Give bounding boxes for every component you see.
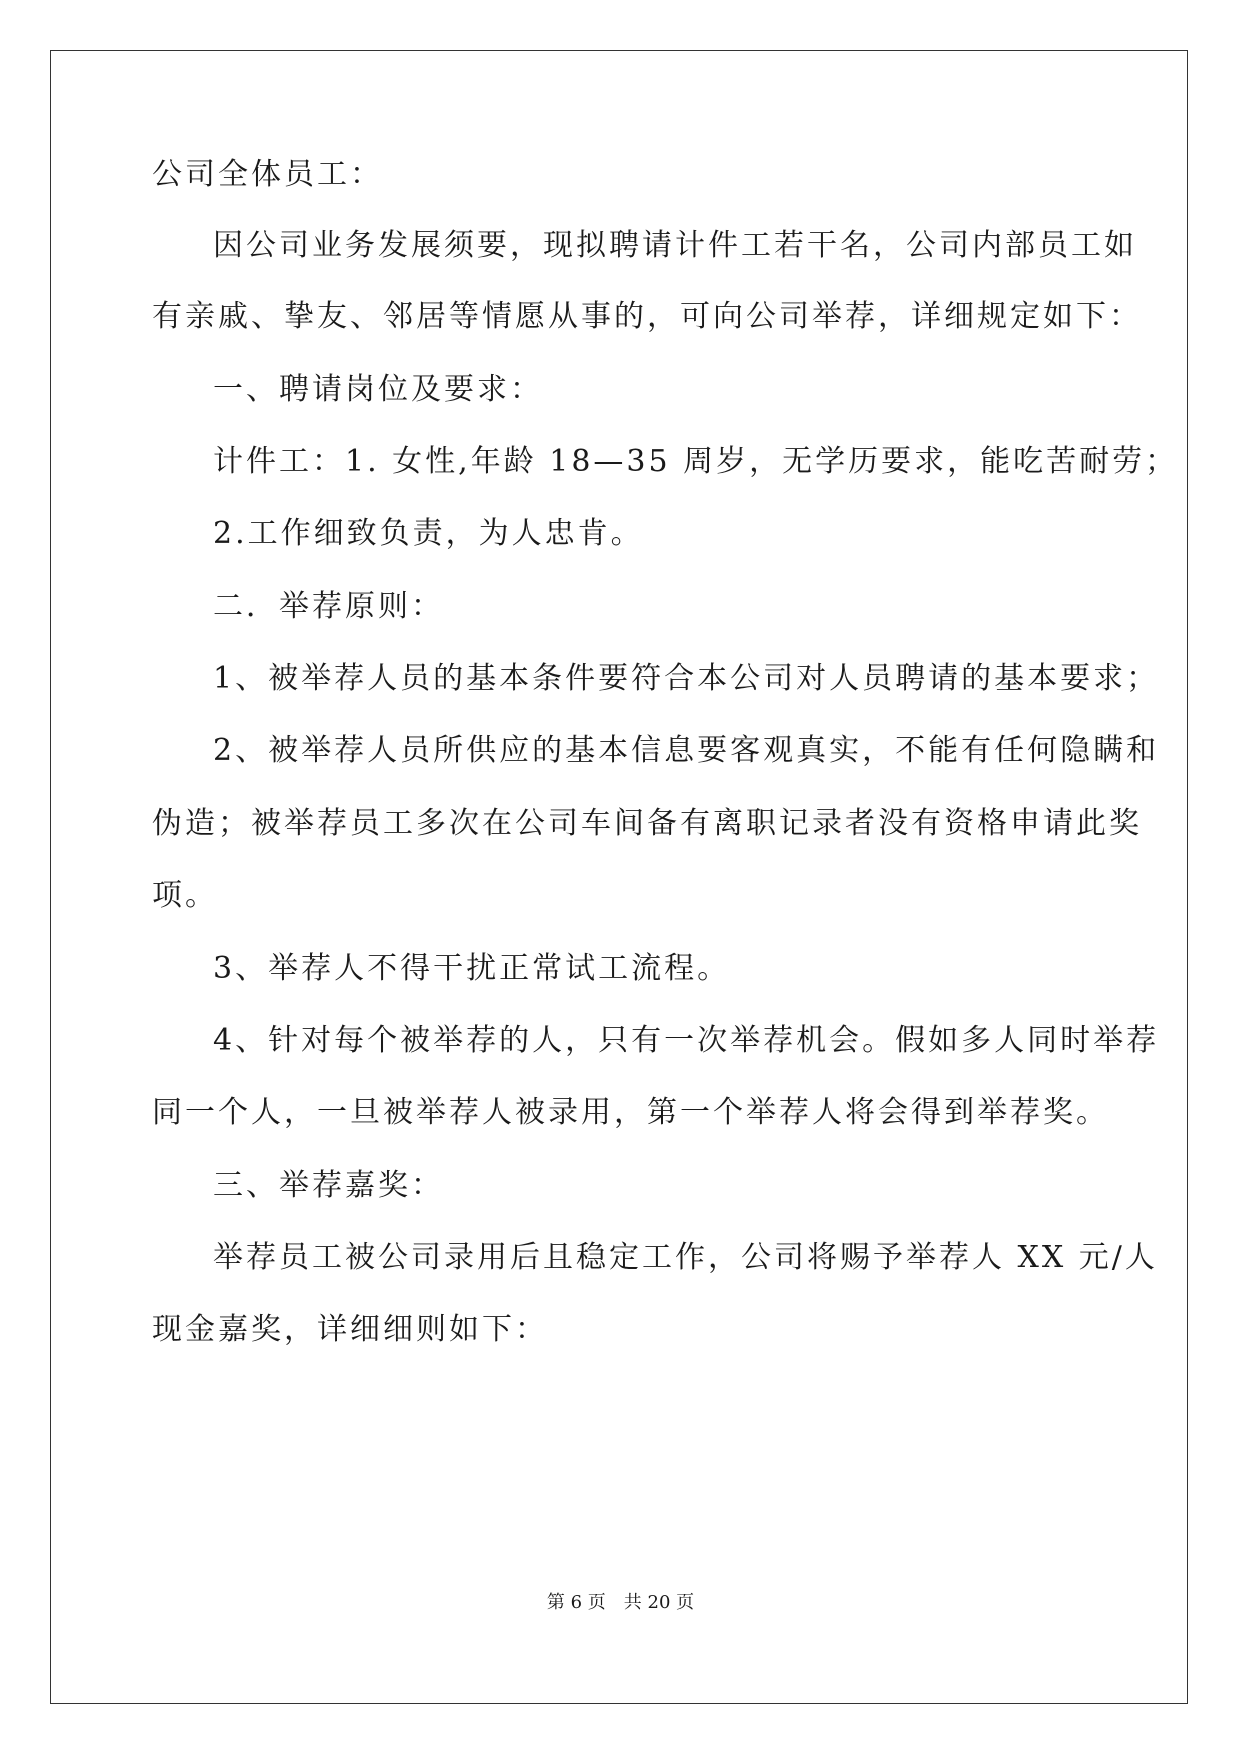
section-heading: 三、举荐嘉奖：: [213, 1168, 444, 1203]
paragraph-line: 3、举荐人不得干扰正常试工流程。: [213, 951, 731, 986]
paragraph-line: 2.工作细致负责，为人忠肯。: [213, 516, 644, 551]
section-heading: 一、聘请岗位及要求：: [213, 372, 543, 407]
paragraph-line: 计件工：1. 女性,年龄 18—35 周岁，无学历要求，能吃苦耐劳；: [213, 444, 1179, 479]
paragraph-line: 同一个人，一旦被举荐人被录用，第一个举荐人将会得到举荐奖。: [152, 1095, 1109, 1130]
page-number-footer: 第 6 页 共 20 页: [546, 1592, 695, 1613]
paragraph-line: 1、被举荐人员的基本条件要符合本公司对人员聘请的基本要求；: [213, 661, 1160, 696]
section-heading: 二．举荐原则：: [213, 589, 444, 624]
paragraph-line: 2、被举荐人员所供应的基本信息要客观真实，不能有任何隐瞒和: [213, 733, 1160, 768]
salutation: 公司全体员工：: [152, 157, 383, 192]
paragraph-line: 项。: [152, 878, 218, 913]
paragraph-line: 4、针对每个被举荐的人，只有一次举荐机会。假如多人同时举荐: [213, 1023, 1160, 1058]
paragraph-line: 现金嘉奖，详细细则如下：: [152, 1312, 548, 1347]
paragraph-line: 有亲戚、挚友、邻居等情愿从事的，可向公司举荐，详细规定如下：: [152, 299, 1142, 334]
paragraph-line: 伪造；被举荐员工多次在公司车间备有离职记录者没有资格申请此奖: [152, 806, 1142, 841]
paragraph-line: 举荐员工被公司录用后且稳定工作，公司将赐予举荐人 XX 元/人: [213, 1240, 1158, 1275]
paragraph-line: 因公司业务发展须要，现拟聘请计件工若干名，公司内部员工如: [213, 228, 1137, 263]
